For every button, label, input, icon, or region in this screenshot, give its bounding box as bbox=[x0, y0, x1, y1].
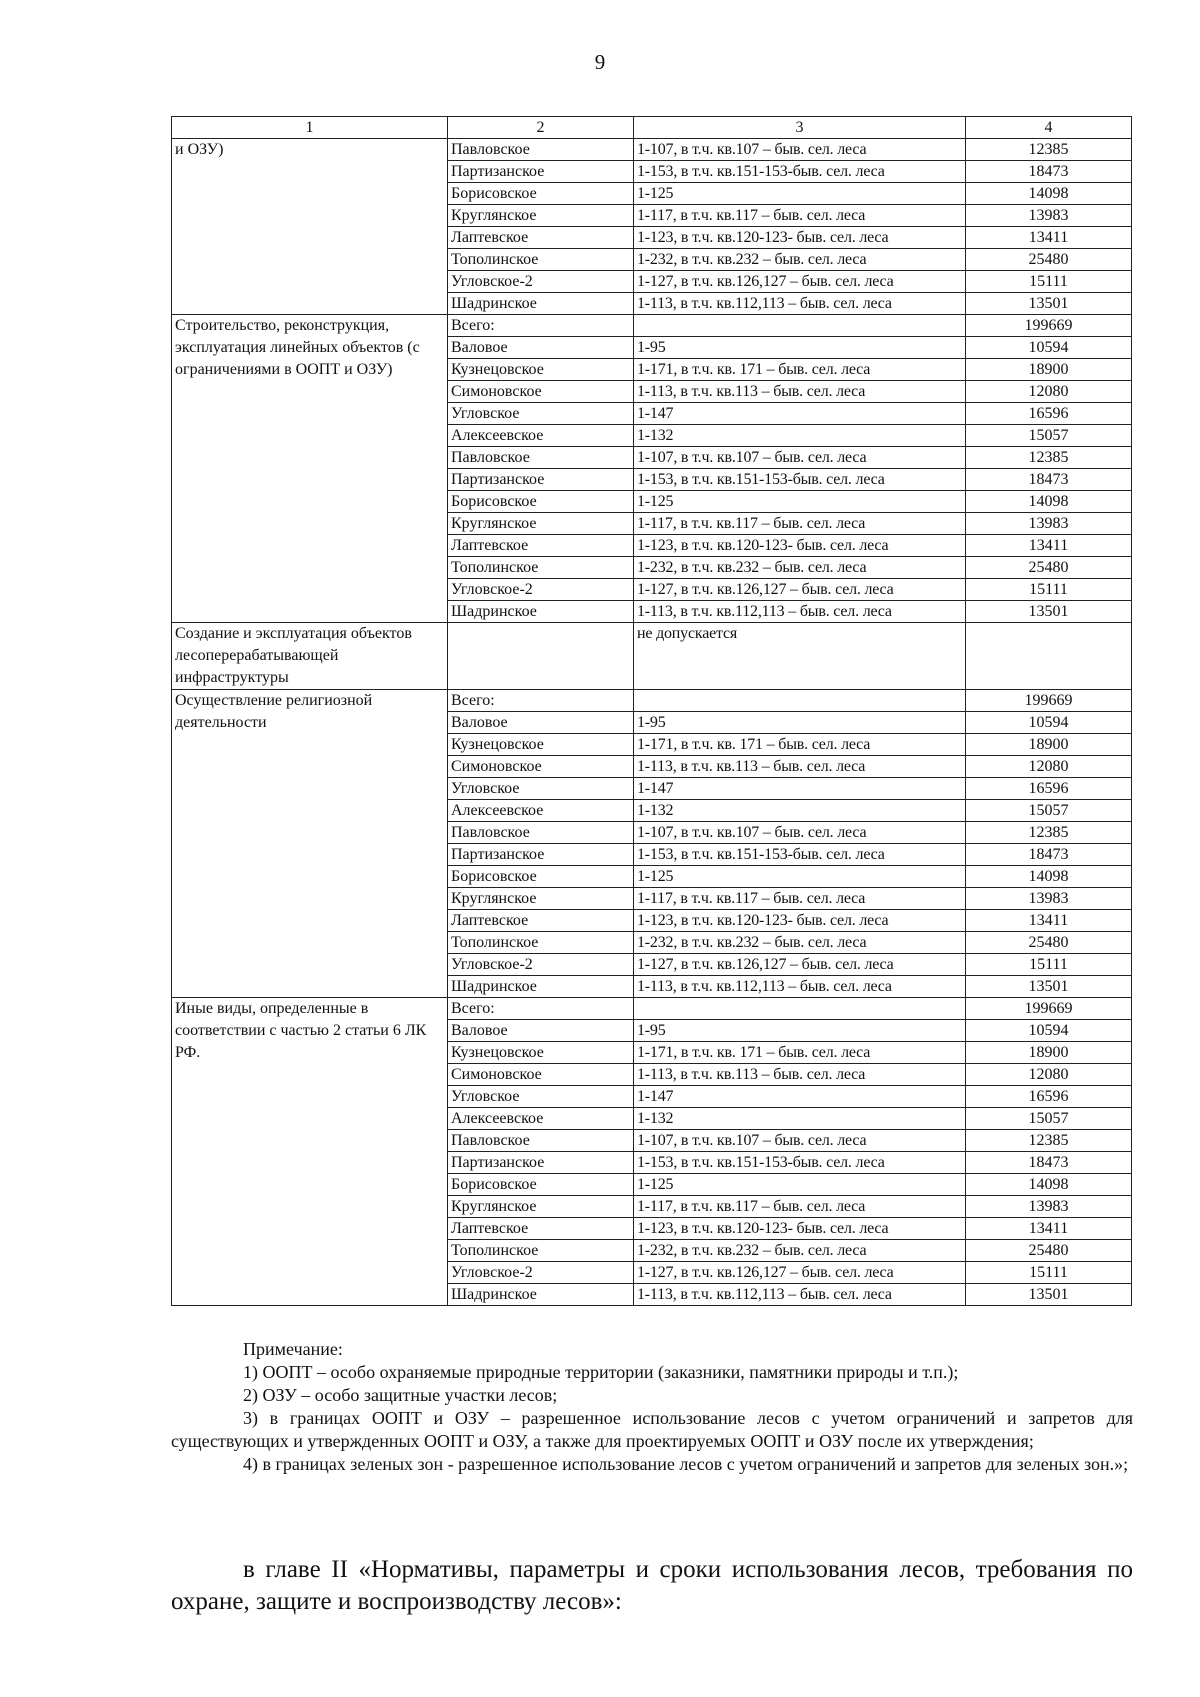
quarters-cell: 1-153, в т.ч. кв.151-153-быв. сел. леса bbox=[634, 844, 966, 866]
forestry-cell: Круглянское bbox=[448, 513, 634, 535]
quarters-cell: 1-132 bbox=[634, 425, 966, 447]
quarters-cell: 1-147 bbox=[634, 778, 966, 800]
forestry-cell: Борисовское bbox=[448, 491, 634, 513]
forestry-cell: Шадринское bbox=[448, 976, 634, 998]
quarters-cell: 1-125 bbox=[634, 866, 966, 888]
forestry-cell: Павловское bbox=[448, 447, 634, 469]
quarters-cell: 1-123, в т.ч. кв.120-123- быв. сел. леса bbox=[634, 910, 966, 932]
forestry-cell: Круглянское bbox=[448, 205, 634, 227]
forestry-cell: Симоновское bbox=[448, 381, 634, 403]
forestry-cell: Борисовское bbox=[448, 183, 634, 205]
area-cell: 10594 bbox=[966, 337, 1132, 359]
forestry-cell: Партизанское bbox=[448, 469, 634, 491]
quarters-cell: 1-153, в т.ч. кв.151-153-быв. сел. леса bbox=[634, 1152, 966, 1174]
forestry-cell: Павловское bbox=[448, 822, 634, 844]
notes-title: Примечание: bbox=[243, 1339, 343, 1359]
area-cell: 15111 bbox=[966, 954, 1132, 976]
quarters-cell: 1-232, в т.ч. кв.232 – быв. сел. леса bbox=[634, 932, 966, 954]
quarters-cell: 1-113, в т.ч. кв.113 – быв. сел. леса bbox=[634, 1064, 966, 1086]
table-row bbox=[172, 998, 1132, 1020]
note-item: 3) в границах ООПТ и ОЗУ – разрешенное использование лесов с учетом ограничений и запретов для существующих и утвержденных ООПТ и ОЗУ, а также для проектируемых ООПТ и ОЗУ после их утверждения; bbox=[171, 1408, 1133, 1451]
area-cell: 16596 bbox=[966, 403, 1132, 425]
area-cell: 13983 bbox=[966, 205, 1132, 227]
area-cell: 12080 bbox=[966, 381, 1132, 403]
quarters-cell: 1-117, в т.ч. кв.117 – быв. сел. леса bbox=[634, 205, 966, 227]
forestry-cell: Угловское bbox=[448, 403, 634, 425]
forestry-cell: Лаптевское bbox=[448, 535, 634, 557]
quarters-cell: 1-113, в т.ч. кв.112,113 – быв. сел. леса bbox=[634, 601, 966, 623]
forestry-cell: Кузнецовское bbox=[448, 734, 634, 756]
forestry-cell: Лаптевское bbox=[448, 910, 634, 932]
area-cell: 14098 bbox=[966, 866, 1132, 888]
quarters-cell: 1-147 bbox=[634, 1086, 966, 1108]
area-cell: 13501 bbox=[966, 601, 1132, 623]
table-body bbox=[172, 117, 1132, 1306]
area-cell bbox=[966, 623, 1132, 690]
area-cell: 25480 bbox=[966, 249, 1132, 271]
quarters-cell: 1-113, в т.ч. кв.113 – быв. сел. леса bbox=[634, 756, 966, 778]
forestry-cell: Тополинское bbox=[448, 557, 634, 579]
area-cell: 12080 bbox=[966, 756, 1132, 778]
header-cell: 4 bbox=[966, 117, 1132, 139]
forestry-cell: Тополинское bbox=[448, 1240, 634, 1262]
quarters-cell: 1-232, в т.ч. кв.232 – быв. сел. леса bbox=[634, 1240, 966, 1262]
area-cell: 15111 bbox=[966, 1262, 1132, 1284]
quarters-cell: 1-123, в т.ч. кв.120-123- быв. сел. леса bbox=[634, 1218, 966, 1240]
quarters-cell: 1-113, в т.ч. кв.113 – быв. сел. леса bbox=[634, 381, 966, 403]
quarters-cell: не допускается bbox=[634, 623, 966, 690]
table-row bbox=[172, 690, 1132, 712]
area-cell: 18900 bbox=[966, 359, 1132, 381]
area-cell: 12385 bbox=[966, 447, 1132, 469]
chapter-amendment-text: в главе II «Нормативы, параметры и сроки использования лесов, требования по охране, защите и воспроизводству лесов»: bbox=[171, 1556, 1133, 1615]
quarters-cell: 1-113, в т.ч. кв.112,113 – быв. сел. леса bbox=[634, 293, 966, 315]
area-cell: 13983 bbox=[966, 513, 1132, 535]
area-cell: 25480 bbox=[966, 1240, 1132, 1262]
quarters-cell: 1-132 bbox=[634, 800, 966, 822]
quarters-cell: 1-107, в т.ч. кв.107 – быв. сел. леса bbox=[634, 1130, 966, 1152]
forestry-cell: Угловское bbox=[448, 1086, 634, 1108]
area-cell: 15057 bbox=[966, 425, 1132, 447]
area-cell: 14098 bbox=[966, 183, 1132, 205]
header-cell: 1 bbox=[172, 117, 448, 139]
quarters-cell: 1-127, в т.ч. кв.126,127 – быв. сел. леса bbox=[634, 271, 966, 293]
area-cell: 12385 bbox=[966, 822, 1132, 844]
area-cell: 18473 bbox=[966, 469, 1132, 491]
quarters-cell bbox=[634, 690, 966, 712]
area-cell: 13983 bbox=[966, 1196, 1132, 1218]
forestry-cell: Партизанское bbox=[448, 1152, 634, 1174]
area-cell: 16596 bbox=[966, 1086, 1132, 1108]
area-cell: 13501 bbox=[966, 293, 1132, 315]
area-cell: 14098 bbox=[966, 1174, 1132, 1196]
area-cell: 18900 bbox=[966, 734, 1132, 756]
forestry-cell: Валовое bbox=[448, 1020, 634, 1042]
area-cell: 12080 bbox=[966, 1064, 1132, 1086]
quarters-cell: 1-127, в т.ч. кв.126,127 – быв. сел. леса bbox=[634, 579, 966, 601]
area-cell: 199669 bbox=[966, 690, 1132, 712]
area-cell: 25480 bbox=[966, 557, 1132, 579]
quarters-cell: 1-127, в т.ч. кв.126,127 – быв. сел. леса bbox=[634, 954, 966, 976]
notes-block bbox=[171, 1338, 1133, 1476]
quarters-cell: 1-127, в т.ч. кв.126,127 – быв. сел. леса bbox=[634, 1262, 966, 1284]
quarters-cell: 1-132 bbox=[634, 1108, 966, 1130]
area-cell: 25480 bbox=[966, 932, 1132, 954]
forestry-cell: Угловское-2 bbox=[448, 954, 634, 976]
forestry-cell: Симоновское bbox=[448, 756, 634, 778]
forestry-cell: Кузнецовское bbox=[448, 1042, 634, 1064]
forestry-cell: Шадринское bbox=[448, 293, 634, 315]
area-cell: 15057 bbox=[966, 800, 1132, 822]
area-cell: 13411 bbox=[966, 910, 1132, 932]
note-item: 1) ООПТ – особо охраняемые природные территории (заказники, памятники природы и т.п.); bbox=[243, 1362, 959, 1382]
header-cell: 2 bbox=[448, 117, 634, 139]
area-cell: 12385 bbox=[966, 1130, 1132, 1152]
forestry-cell: Партизанское bbox=[448, 161, 634, 183]
area-cell: 10594 bbox=[966, 712, 1132, 734]
area-cell: 15111 bbox=[966, 579, 1132, 601]
forestry-cell: Круглянское bbox=[448, 1196, 634, 1218]
area-cell: 13411 bbox=[966, 227, 1132, 249]
forestry-cell: Алексеевское bbox=[448, 1108, 634, 1130]
forestry-cell: Круглянское bbox=[448, 888, 634, 910]
quarters-cell: 1-123, в т.ч. кв.120-123- быв. сел. леса bbox=[634, 535, 966, 557]
area-cell: 18473 bbox=[966, 1152, 1132, 1174]
quarters-cell: 1-95 bbox=[634, 712, 966, 734]
area-cell: 14098 bbox=[966, 491, 1132, 513]
quarters-cell: 1-117, в т.ч. кв.117 – быв. сел. леса bbox=[634, 888, 966, 910]
forestry-cell: Шадринское bbox=[448, 601, 634, 623]
quarters-cell: 1-113, в т.ч. кв.112,113 – быв. сел. леса bbox=[634, 976, 966, 998]
quarters-cell: 1-107, в т.ч. кв.107 – быв. сел. леса bbox=[634, 447, 966, 469]
area-cell: 18900 bbox=[966, 1042, 1132, 1064]
area-cell: 12385 bbox=[966, 139, 1132, 161]
forestry-cell: Павловское bbox=[448, 139, 634, 161]
forestry-cell: Тополинское bbox=[448, 249, 634, 271]
area-cell: 199669 bbox=[966, 998, 1132, 1020]
area-cell: 13983 bbox=[966, 888, 1132, 910]
area-cell: 16596 bbox=[966, 778, 1132, 800]
area-cell: 13411 bbox=[966, 1218, 1132, 1240]
note-item: 4) в границах зеленых зон - разрешенное использование лесов с учетом ограничений и запретов для зеленых зон.»; bbox=[243, 1454, 1129, 1474]
forestry-cell: Борисовское bbox=[448, 866, 634, 888]
forestry-cell: Алексеевское bbox=[448, 425, 634, 447]
quarters-cell: 1-107, в т.ч. кв.107 – быв. сел. леса bbox=[634, 822, 966, 844]
area-cell: 13501 bbox=[966, 1284, 1132, 1306]
forestry-cell: Всего: bbox=[448, 690, 634, 712]
forestry-cell bbox=[448, 623, 634, 690]
forestry-cell: Алексеевское bbox=[448, 800, 634, 822]
forestry-cell: Кузнецовское bbox=[448, 359, 634, 381]
quarters-cell bbox=[634, 998, 966, 1020]
forestry-cell: Лаптевское bbox=[448, 227, 634, 249]
use-type-cell: и ОЗУ) bbox=[172, 139, 448, 315]
quarters-cell: 1-95 bbox=[634, 1020, 966, 1042]
quarters-cell bbox=[634, 315, 966, 337]
use-type-cell: Создание и эксплуатация объектов лесоперерабатывающей инфраструктуры bbox=[172, 623, 448, 690]
quarters-cell: 1-125 bbox=[634, 1174, 966, 1196]
area-cell: 18473 bbox=[966, 161, 1132, 183]
page-number: 9 bbox=[594, 50, 606, 74]
forestry-cell: Валовое bbox=[448, 712, 634, 734]
forestry-cell: Угловское bbox=[448, 778, 634, 800]
forestry-cell: Павловское bbox=[448, 1130, 634, 1152]
quarters-cell: 1-123, в т.ч. кв.120-123- быв. сел. леса bbox=[634, 227, 966, 249]
quarters-cell: 1-107, в т.ч. кв.107 – быв. сел. леса bbox=[634, 139, 966, 161]
forestry-cell: Тополинское bbox=[448, 932, 634, 954]
forestry-cell: Всего: bbox=[448, 315, 634, 337]
header-cell: 3 bbox=[634, 117, 966, 139]
quarters-cell: 1-113, в т.ч. кв.112,113 – быв. сел. леса bbox=[634, 1284, 966, 1306]
use-type-cell: Иные виды, определенные в соответствии с частью 2 статьи 6 ЛК РФ. bbox=[172, 998, 448, 1306]
use-type-cell: Осуществление религиозной деятельности bbox=[172, 690, 448, 998]
table-row bbox=[172, 623, 1132, 690]
quarters-cell: 1-117, в т.ч. кв.117 – быв. сел. леса bbox=[634, 1196, 966, 1218]
quarters-cell: 1-232, в т.ч. кв.232 – быв. сел. леса bbox=[634, 557, 966, 579]
area-cell: 10594 bbox=[966, 1020, 1132, 1042]
forestry-cell: Лаптевское bbox=[448, 1218, 634, 1240]
forestry-cell: Угловское-2 bbox=[448, 271, 634, 293]
quarters-cell: 1-171, в т.ч. кв. 171 – быв. сел. леса bbox=[634, 359, 966, 381]
table-header-row bbox=[172, 117, 1132, 139]
area-cell: 199669 bbox=[966, 315, 1132, 337]
area-cell: 13501 bbox=[966, 976, 1132, 998]
quarters-cell: 1-125 bbox=[634, 491, 966, 513]
forestry-cell: Партизанское bbox=[448, 844, 634, 866]
forestry-cell: Всего: bbox=[448, 998, 634, 1020]
forestry-cell: Симоновское bbox=[448, 1064, 634, 1086]
forestry-cell: Борисовское bbox=[448, 1174, 634, 1196]
quarters-cell: 1-117, в т.ч. кв.117 – быв. сел. леса bbox=[634, 513, 966, 535]
area-cell: 18473 bbox=[966, 844, 1132, 866]
area-cell: 15111 bbox=[966, 271, 1132, 293]
quarters-cell: 1-95 bbox=[634, 337, 966, 359]
area-cell: 15057 bbox=[966, 1108, 1132, 1130]
use-type-cell: Строительство, реконструкция, эксплуатация линейных объектов (с ограничениями в ООПТ и ОЗУ) bbox=[172, 315, 448, 623]
table-row bbox=[172, 315, 1132, 337]
quarters-cell: 1-153, в т.ч. кв.151-153-быв. сел. леса bbox=[634, 469, 966, 491]
forestry-cell: Валовое bbox=[448, 337, 634, 359]
quarters-cell: 1-125 bbox=[634, 183, 966, 205]
quarters-cell: 1-232, в т.ч. кв.232 – быв. сел. леса bbox=[634, 249, 966, 271]
area-cell: 13411 bbox=[966, 535, 1132, 557]
table-row bbox=[172, 139, 1132, 161]
forest-use-table bbox=[171, 116, 1132, 1306]
forestry-cell: Угловское-2 bbox=[448, 579, 634, 601]
note-item: 2) ОЗУ – особо защитные участки лесов; bbox=[243, 1385, 558, 1405]
forestry-cell: Шадринское bbox=[448, 1284, 634, 1306]
quarters-cell: 1-153, в т.ч. кв.151-153-быв. сел. леса bbox=[634, 161, 966, 183]
quarters-cell: 1-171, в т.ч. кв. 171 – быв. сел. леса bbox=[634, 734, 966, 756]
quarters-cell: 1-147 bbox=[634, 403, 966, 425]
forestry-cell: Угловское-2 bbox=[448, 1262, 634, 1284]
quarters-cell: 1-171, в т.ч. кв. 171 – быв. сел. леса bbox=[634, 1042, 966, 1064]
